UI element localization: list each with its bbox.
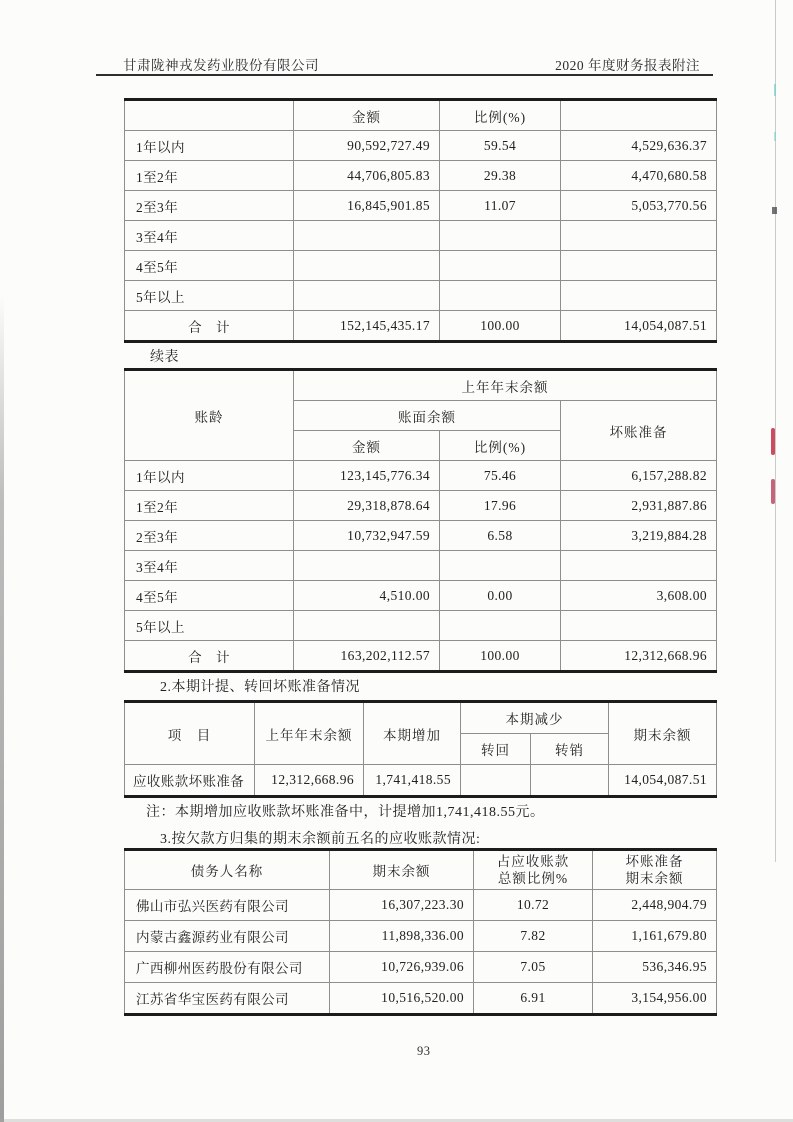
section2-title: 2.本期计提、转回坏账准备情况 bbox=[160, 680, 360, 695]
cell-debtor-name: 内蒙古鑫源药业有限公司 bbox=[125, 921, 330, 952]
cell-amount: 16,845,901.85 bbox=[294, 191, 440, 221]
cell-ratio: 6.58 bbox=[440, 521, 561, 551]
table-row bbox=[125, 131, 717, 161]
cell-aging: 合 计 bbox=[125, 641, 294, 672]
table-row bbox=[125, 461, 717, 491]
cell-aging: 3至4年 bbox=[125, 551, 294, 581]
cell-prev-year: 12,312,668.96 bbox=[255, 765, 364, 797]
header-cell-amount: 金额 bbox=[294, 431, 440, 461]
aging-table-current-year bbox=[124, 98, 717, 343]
cell-provision bbox=[561, 611, 717, 641]
header-cell-reversal: 转回 bbox=[461, 734, 531, 765]
cell-ending: 14,054,087.51 bbox=[609, 765, 717, 797]
table-row bbox=[125, 581, 717, 611]
cell-amount bbox=[294, 611, 440, 641]
table-row bbox=[125, 890, 717, 921]
cell-aging: 2至3年 bbox=[125, 191, 294, 221]
cell-aging: 5年以上 bbox=[125, 281, 294, 311]
header-cell-item: 项 目 bbox=[125, 702, 255, 765]
cell-bad-debt: 3,154,956.00 bbox=[593, 983, 717, 1015]
cell-amount bbox=[294, 551, 440, 581]
header-cell-ending: 期末余额 bbox=[609, 702, 717, 765]
cell-provision: 3,608.00 bbox=[561, 581, 717, 611]
cell-bad-debt: 536,346.95 bbox=[593, 952, 717, 983]
header-cell-ratio-line1: 占应收账款 bbox=[496, 854, 570, 869]
cell-ratio: 29.38 bbox=[440, 161, 561, 191]
cell-provision bbox=[561, 551, 717, 581]
header-cell-provision bbox=[561, 100, 717, 131]
cell-provision bbox=[561, 281, 717, 311]
table-row bbox=[125, 491, 717, 521]
cell-ratio bbox=[440, 251, 561, 281]
table-total-row bbox=[125, 311, 717, 342]
cell-ratio: 75.46 bbox=[440, 461, 561, 491]
header-cell-book-balance-group: 账面余额 bbox=[294, 401, 561, 431]
table-row bbox=[125, 161, 717, 191]
scan-mark-red bbox=[771, 479, 775, 504]
header-cell-debtor: 债务人名称 bbox=[125, 850, 330, 890]
cell-aging: 5年以上 bbox=[125, 611, 294, 641]
cell-aging: 4至5年 bbox=[125, 251, 294, 281]
cell-amount: 29,318,878.64 bbox=[294, 491, 440, 521]
cell-ratio bbox=[440, 221, 561, 251]
table-row bbox=[125, 251, 717, 281]
cell-ratio: 17.96 bbox=[440, 491, 561, 521]
header-cell-writeoff: 转销 bbox=[531, 734, 609, 765]
header-cell-aging bbox=[125, 100, 294, 131]
cell-provision: 12,312,668.96 bbox=[561, 641, 717, 672]
cell-aging: 2至3年 bbox=[125, 521, 294, 551]
section3-title: 3.按欠款方归集的期末余额前五名的应收账款情况: bbox=[160, 832, 481, 847]
cell-provision bbox=[561, 221, 717, 251]
cell-amount bbox=[294, 251, 440, 281]
cell-ratio: 11.07 bbox=[440, 191, 561, 221]
cell-provision: 14,054,087.51 bbox=[561, 311, 717, 342]
table-row bbox=[125, 551, 717, 581]
table-row bbox=[125, 191, 717, 221]
provision-movement-table bbox=[124, 700, 717, 798]
table-row bbox=[125, 983, 717, 1015]
continued-table-label: 续表 bbox=[150, 350, 179, 365]
header-cell-ratio bbox=[474, 850, 593, 890]
aging-table-prior-year bbox=[124, 368, 717, 673]
cell-aging: 1年以内 bbox=[125, 131, 294, 161]
cell-ratio: 6.91 bbox=[474, 983, 593, 1015]
cell-amount: 163,202,112.57 bbox=[294, 641, 440, 672]
table-row bbox=[125, 221, 717, 251]
cell-ratio: 10.72 bbox=[474, 890, 593, 921]
header-cell-bad-debt bbox=[593, 850, 717, 890]
scan-mark-red bbox=[771, 428, 775, 455]
cell-balance: 10,726,939.06 bbox=[330, 952, 474, 983]
doc-title: 2020 年度财务报表附注 bbox=[555, 58, 700, 73]
cell-writeoff bbox=[531, 765, 609, 797]
header-cell-aging: 账龄 bbox=[125, 370, 294, 461]
cell-provision bbox=[561, 251, 717, 281]
cell-ratio bbox=[440, 551, 561, 581]
cell-aging: 1至2年 bbox=[125, 161, 294, 191]
cell-balance: 16,307,223.30 bbox=[330, 890, 474, 921]
cell-balance: 11,898,336.00 bbox=[330, 921, 474, 952]
page-number: 93 bbox=[417, 1044, 431, 1058]
table-row bbox=[125, 952, 717, 983]
cell-debtor-name: 广西柳州医药股份有限公司 bbox=[125, 952, 330, 983]
cell-aging: 1至2年 bbox=[125, 491, 294, 521]
header-cell-ending-balance: 期末余额 bbox=[330, 850, 474, 890]
header-cell-prev-year: 上年年末余额 bbox=[255, 702, 364, 765]
table-header-row bbox=[125, 850, 717, 890]
table-total-row bbox=[125, 641, 717, 672]
header-cell-amount: 金额 bbox=[294, 100, 440, 131]
cell-increase: 1,741,418.55 bbox=[364, 765, 461, 797]
cell-provision: 4,470,680.58 bbox=[561, 161, 717, 191]
cell-bad-debt: 1,161,679.80 bbox=[593, 921, 717, 952]
header-cell-bad-debt-line2: 期末余额 bbox=[625, 871, 684, 886]
doc-header bbox=[123, 54, 700, 74]
cell-balance: 10,516,520.00 bbox=[330, 983, 474, 1015]
header-cell-decrease-group: 本期减少 bbox=[461, 702, 609, 734]
scan-left-edge-shadow bbox=[0, 295, 4, 1122]
table-header-row bbox=[125, 100, 717, 131]
cell-bad-debt: 2,448,904.79 bbox=[593, 890, 717, 921]
cell-provision: 4,529,636.37 bbox=[561, 131, 717, 161]
header-cell-ratio-line2: 总额比例% bbox=[497, 871, 569, 886]
cell-reversal bbox=[461, 765, 531, 797]
cell-provision: 3,219,884.28 bbox=[561, 521, 717, 551]
header-cell-bad-debt-line1: 坏账准备 bbox=[625, 854, 684, 869]
scan-mark-cyan bbox=[774, 84, 776, 96]
cell-amount: 152,145,435.17 bbox=[294, 311, 440, 342]
cell-amount: 4,510.00 bbox=[294, 581, 440, 611]
cell-debtor-name: 佛山市弘兴医药有限公司 bbox=[125, 890, 330, 921]
cell-amount: 10,732,947.59 bbox=[294, 521, 440, 551]
header-cell-prev-year-group: 上年年末余额 bbox=[294, 370, 717, 401]
cell-ratio: 59.54 bbox=[440, 131, 561, 161]
cell-ratio bbox=[440, 611, 561, 641]
table-row bbox=[125, 521, 717, 551]
header-cell-ratio: 比例(%) bbox=[440, 431, 561, 461]
cell-amount: 123,145,776.34 bbox=[294, 461, 440, 491]
cell-aging: 合 计 bbox=[125, 311, 294, 342]
scan-mark-cyan bbox=[774, 132, 776, 141]
cell-ratio: 100.00 bbox=[440, 641, 561, 672]
cell-amount: 44,706,805.83 bbox=[294, 161, 440, 191]
cell-ratio: 7.05 bbox=[474, 952, 593, 983]
header-cell-bad-debt: 坏账准备 bbox=[561, 401, 717, 461]
company-name: 甘肃陇神戎发药业股份有限公司 bbox=[123, 58, 319, 73]
note-text: 注：本期增加应收账款坏账准备中，计提增加1,741,418.55元。 bbox=[146, 805, 545, 820]
cell-provision: 5,053,770.56 bbox=[561, 191, 717, 221]
cell-amount: 90,592,727.49 bbox=[294, 131, 440, 161]
table-header-row bbox=[125, 370, 717, 401]
scan-mark-dark bbox=[772, 207, 777, 214]
top-debtors-table bbox=[124, 848, 717, 1016]
table-row bbox=[125, 765, 717, 797]
cell-provision: 6,157,288.82 bbox=[561, 461, 717, 491]
scan-edge-line bbox=[775, 0, 776, 862]
table-header-row bbox=[125, 702, 717, 734]
cell-provision: 2,931,887.86 bbox=[561, 491, 717, 521]
table-row bbox=[125, 611, 717, 641]
table-row bbox=[125, 281, 717, 311]
cell-ratio: 100.00 bbox=[440, 311, 561, 342]
cell-aging: 3至4年 bbox=[125, 221, 294, 251]
cell-amount bbox=[294, 221, 440, 251]
cell-amount bbox=[294, 281, 440, 311]
cell-ratio: 0.00 bbox=[440, 581, 561, 611]
cell-debtor-name: 江苏省华宝医药有限公司 bbox=[125, 983, 330, 1015]
cell-aging: 1年以内 bbox=[125, 461, 294, 491]
cell-ratio: 7.82 bbox=[474, 921, 593, 952]
table-row bbox=[125, 921, 717, 952]
cell-item: 应收账款坏账准备 bbox=[125, 765, 255, 797]
header-rule bbox=[96, 74, 713, 76]
header-cell-increase: 本期增加 bbox=[364, 702, 461, 765]
header-cell-ratio: 比例(%) bbox=[440, 100, 561, 131]
cell-ratio bbox=[440, 281, 561, 311]
cell-aging: 4至5年 bbox=[125, 581, 294, 611]
